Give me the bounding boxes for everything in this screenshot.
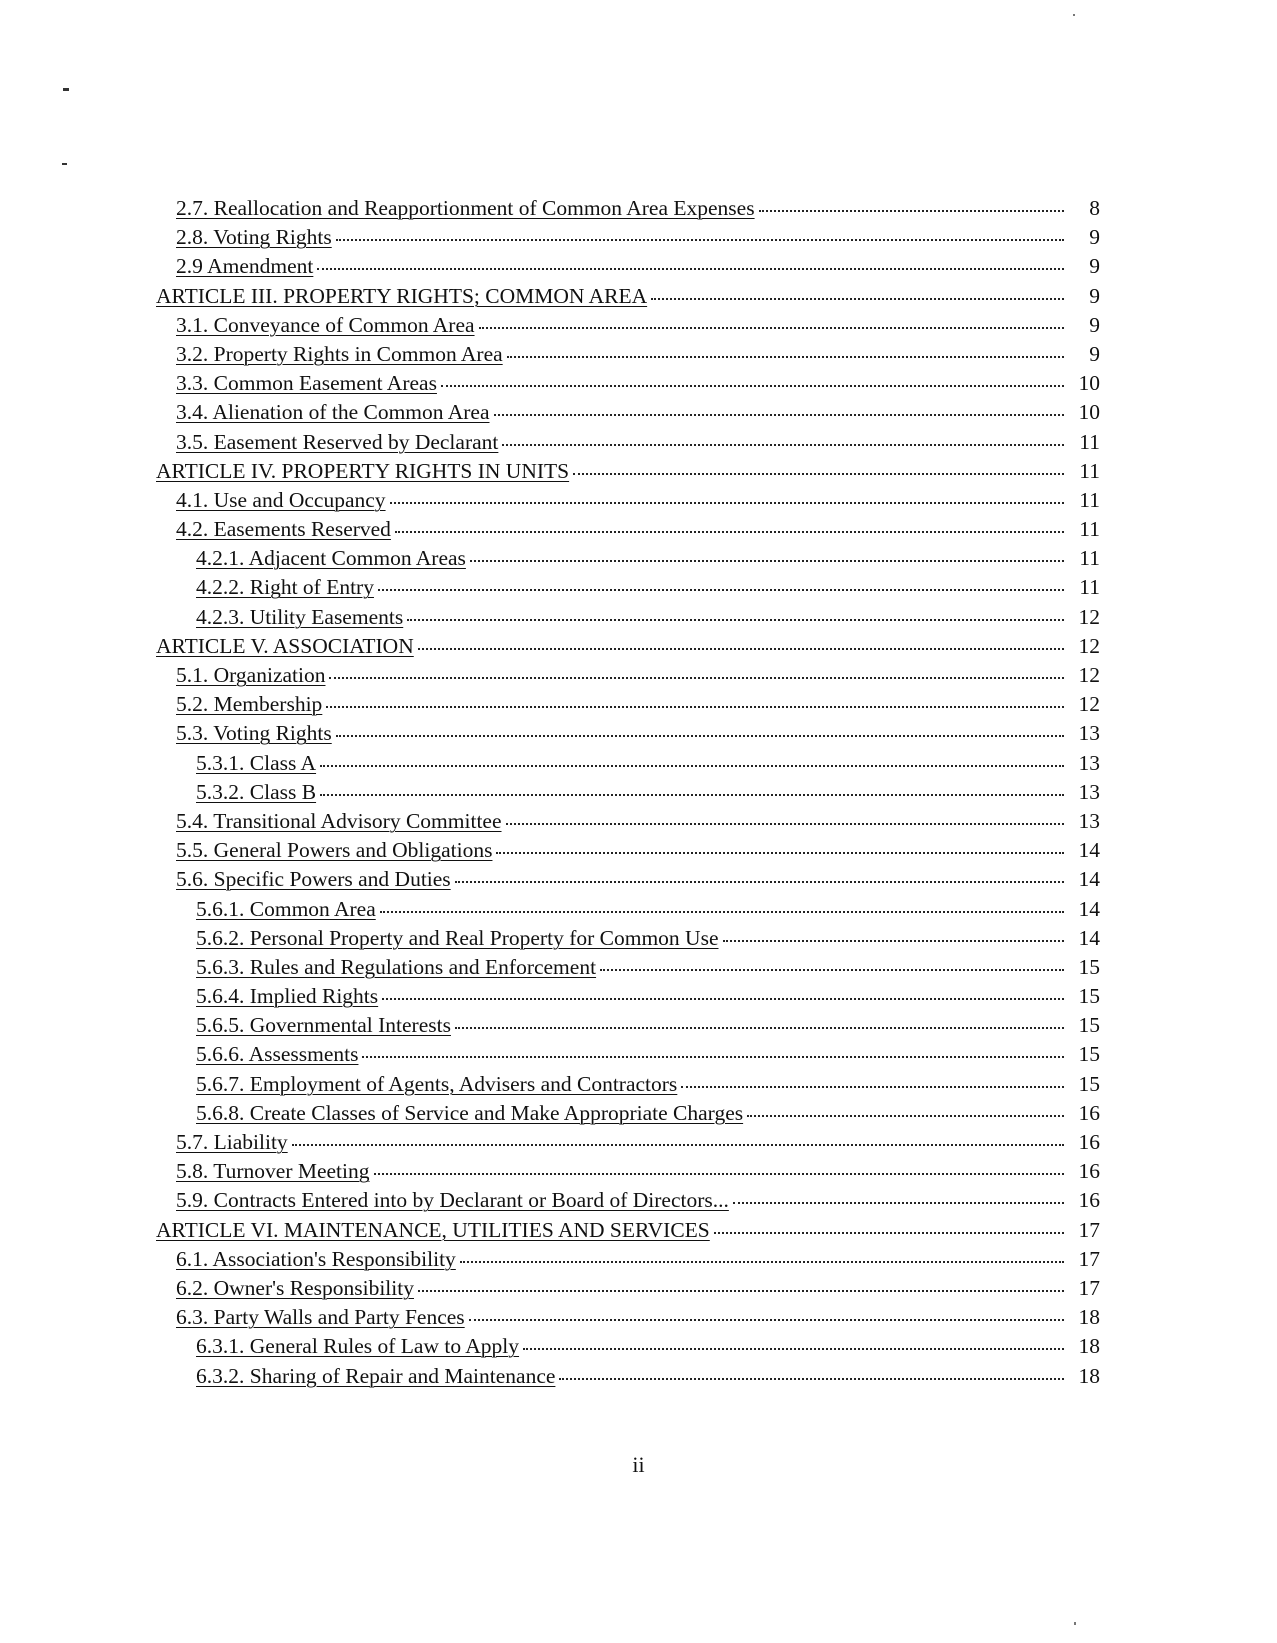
toc-entry-page: 11 [1079,546,1100,571]
toc-entry-title[interactable]: 5.6.5. Governmental Interests [196,1013,451,1038]
toc-entry-page: 17 [1078,1217,1100,1242]
toc-entry[interactable] [150,1128,1100,1157]
toc-entry[interactable] [150,632,1100,661]
scan-artifact [1073,14,1075,16]
toc-entry[interactable] [150,807,1100,836]
toc-entry-title[interactable]: 5.6.8. Create Classes of Service and Make Appropriate Charges [196,1100,744,1125]
toc-entry-title[interactable]: 2.7. Reallocation and Reapportionment of Common Area Expenses [176,196,755,220]
dot-leader [455,866,1064,886]
toc-entry-page: 18 [1078,1305,1100,1330]
toc-entry[interactable] [150,778,1100,807]
toc-entry[interactable] [150,1157,1100,1186]
toc-entry-title[interactable]: 5.6.4. Implied Rights [196,984,379,1009]
toc-entry[interactable] [150,865,1100,894]
dot-leader [378,574,1064,594]
toc-entry[interactable] [150,194,1100,223]
toc-entry-title[interactable]: 5.5. General Powers and Obligations [176,838,493,863]
toc-entry[interactable] [150,953,1100,982]
toc-entry-page: 14 [1078,925,1100,950]
dot-leader [455,1012,1064,1032]
toc-entry-title[interactable]: 5.6.1. Common Area [196,896,376,921]
toc-entry-page: 11 [1079,429,1100,454]
toc-entry-title[interactable]: 5.6.7. Employment of Agents, Advisers and Contractors [196,1071,678,1096]
dot-leader [496,837,1064,857]
toc-entry-page: 9 [1089,254,1100,279]
toc-entry-page: 17 [1078,1246,1100,1271]
dot-leader [494,399,1065,419]
toc-entry[interactable] [150,982,1100,1011]
toc-entry-page: 11 [1079,575,1100,600]
dot-leader [651,283,1064,303]
toc-entry-page: 11 [1079,487,1100,512]
toc-entry[interactable] [150,369,1100,398]
toc-entry-page: 9 [1089,312,1100,337]
dot-leader [714,1217,1064,1237]
toc-entry[interactable] [150,428,1100,457]
toc-entry-page: 18 [1078,1334,1100,1359]
toc-entry-page: 16 [1078,1100,1100,1125]
toc-entry-page: 12 [1078,633,1100,658]
dot-leader [292,1129,1064,1149]
dot-leader [336,224,1064,244]
dot-leader [723,925,1065,945]
toc-entry[interactable] [150,895,1100,924]
toc-entry[interactable] [150,252,1100,281]
toc-entry-page: 12 [1078,692,1100,717]
toc-entry-title[interactable]: 3.2. Property Rights in Common Area [176,341,503,366]
toc-entry-title[interactable]: 6.3. Party Walls and Party Fences [176,1305,465,1330]
toc-entry-title[interactable]: 5.6. Specific Powers and Duties [176,867,451,892]
dot-leader [380,896,1064,916]
toc-entry[interactable] [150,1011,1100,1040]
toc-entry-title[interactable]: 5.6.2. Personal Property and Real Property for Common Use [196,925,719,950]
dot-leader [523,1333,1064,1353]
toc-entry-page: 15 [1078,1071,1100,1096]
toc-entry-page: 13 [1078,750,1100,775]
toc-entry-title[interactable]: 6.3.1. General Rules of Law to Apply [196,1334,520,1359]
toc-entry-title[interactable]: 5.3. Voting Rights [176,721,332,746]
toc-entry[interactable] [150,719,1100,748]
toc-entry[interactable] [150,1186,1100,1215]
toc-entry-title[interactable]: 6.1. Association's Responsibility [176,1246,456,1271]
toc-entry-title[interactable]: 5.7. Liability [176,1130,288,1154]
toc-entry[interactable] [150,515,1100,544]
dot-leader [441,370,1064,390]
toc-entry-page: 14 [1078,896,1100,921]
toc-entry-title[interactable]: 5.2. Membership [176,692,323,717]
dot-leader [470,545,1064,565]
dot-leader [407,604,1064,624]
dot-leader [573,458,1064,478]
scan-artifact [63,88,69,91]
toc-entry[interactable] [150,457,1100,486]
toc-entry-title[interactable]: 5.4. Transitional Advisory Committee [176,808,502,833]
toc-entry-page: 13 [1078,779,1100,804]
toc-entry-page: 10 [1078,400,1100,425]
toc-entry[interactable] [150,1245,1100,1274]
toc-entry-title[interactable]: ARTICLE IV. PROPERTY RIGHTS IN UNITS [156,458,570,483]
dot-leader [747,1100,1064,1120]
dot-leader [507,341,1064,361]
toc-entry[interactable] [150,486,1100,515]
dot-leader [559,1363,1064,1383]
toc-entry-page: 18 [1078,1363,1100,1388]
dot-leader [329,662,1064,682]
toc-entry[interactable] [150,398,1100,427]
toc-entry-title[interactable]: 3.4. Alienation of the Common Area [176,400,490,425]
toc-entry-page: 9 [1089,283,1100,308]
toc-entry[interactable] [150,749,1100,778]
toc-entry-title[interactable]: 3.5. Easement Reserved by Declarant [176,429,499,454]
toc-entry-page: 14 [1078,838,1100,863]
toc-entry-title[interactable]: 5.6.3. Rules and Regulations and Enforcement [196,954,597,979]
toc-entry-title[interactable]: 5.9. Contracts Entered into by Declarant or Board of Directors... [176,1188,729,1213]
toc-entry[interactable] [150,1216,1100,1245]
toc-entry-page: 9 [1089,341,1100,366]
dot-leader [469,1304,1064,1324]
toc-entry[interactable] [150,1332,1100,1361]
toc-entry-page: 8 [1089,196,1100,220]
toc-entry-title[interactable]: 4.2. Easements Reserved [176,517,391,542]
dot-leader [320,779,1064,799]
toc-entry[interactable] [150,1099,1100,1128]
toc-entry-title[interactable]: 5.3.1. Class A [196,750,317,775]
dot-leader [336,720,1064,740]
toc-entry[interactable] [150,544,1100,573]
toc-entry-title[interactable]: 6.2. Owner's Responsibility [176,1275,414,1300]
toc-entry-title[interactable]: ARTICLE V. ASSOCIATION [156,633,414,658]
dot-leader [418,633,1064,653]
dot-leader [395,516,1064,536]
toc-entry-page: 16 [1078,1159,1100,1184]
toc-entry-page: 11 [1079,458,1100,483]
dot-leader [479,312,1064,332]
toc-entry-title[interactable]: 4.1. Use and Occupancy [176,487,386,512]
toc-entry[interactable] [150,836,1100,865]
dot-leader [390,487,1064,507]
toc-entry[interactable] [150,690,1100,719]
toc-entry[interactable] [150,1040,1100,1069]
dot-leader [362,1041,1064,1061]
toc-entry-page: 15 [1078,984,1100,1009]
dot-leader [506,808,1064,828]
scan-artifact [62,163,67,165]
toc-entry[interactable] [150,282,1100,311]
dot-leader [681,1071,1064,1091]
toc-entry-title[interactable]: 2.9 Amendment [176,254,314,279]
toc-entry[interactable] [150,223,1100,252]
toc-entry-title[interactable]: 4.2.2. Right of Entry [196,575,374,600]
toc-entry-page: 13 [1078,808,1100,833]
toc-entry-page: 12 [1078,604,1100,629]
toc-entry-title[interactable]: 5.3.2. Class B [196,779,317,804]
toc-entry-page: 15 [1078,1013,1100,1038]
toc-entry[interactable] [150,340,1100,369]
dot-leader [460,1246,1064,1266]
toc-entry-title[interactable]: 3.3. Common Easement Areas [176,371,437,396]
toc-entry[interactable] [150,311,1100,340]
toc-entry-page: 16 [1078,1130,1100,1154]
toc-entry-title[interactable]: 4.2.3. Utility Easements [196,604,404,629]
toc-entry-title[interactable]: 3.1. Conveyance of Common Area [176,312,475,337]
dot-leader [759,195,1064,215]
dot-leader [326,691,1064,711]
toc-entry[interactable] [150,661,1100,690]
toc-entry[interactable] [150,1303,1100,1332]
toc-entry-title[interactable]: ARTICLE VI. MAINTENANCE, UTILITIES AND SERVICES [156,1217,710,1242]
toc-entry-title[interactable]: 5.8. Turnover Meeting [176,1159,370,1184]
dot-leader [382,983,1064,1003]
toc-entry-title[interactable]: 4.2.1. Adjacent Common Areas [196,546,466,571]
toc-entry-page: 13 [1078,721,1100,746]
toc-entry-title[interactable]: ARTICLE III. PROPERTY RIGHTS; COMMON AREA [156,283,648,308]
toc-entry-page: 14 [1078,867,1100,892]
toc-entry-title[interactable]: 2.8. Voting Rights [176,225,332,250]
toc-entry-page: 16 [1078,1188,1100,1213]
toc-entry-page: 12 [1078,663,1100,687]
toc-entry-page: 11 [1079,517,1100,542]
scan-artifact [1074,1622,1076,1625]
table-of-contents [150,194,1100,1391]
dot-leader [418,1275,1064,1295]
toc-entry-page: 15 [1078,954,1100,979]
page-number: ii [632,1452,645,1477]
toc-entry-page: 15 [1078,1042,1100,1067]
toc-entry[interactable] [150,924,1100,953]
toc-entry-title[interactable]: 5.1. Organization [176,663,326,687]
dot-leader [502,429,1064,449]
toc-entry[interactable] [150,1070,1100,1099]
dot-leader [317,253,1064,273]
toc-entry[interactable] [150,1274,1100,1303]
toc-entry[interactable] [150,1362,1100,1391]
toc-entry-page: 10 [1078,371,1100,396]
toc-entry[interactable] [150,573,1100,602]
toc-entry-page: 9 [1089,225,1100,250]
dot-leader [320,750,1064,770]
dot-leader [374,1158,1065,1178]
dot-leader [733,1187,1064,1207]
toc-entry[interactable] [150,603,1100,632]
toc-entry-page: 17 [1078,1275,1100,1300]
dot-leader [600,954,1064,974]
toc-entry-title[interactable]: 6.3.2. Sharing of Repair and Maintenance [196,1363,556,1388]
toc-entry-title[interactable]: 5.6.6. Assessments [196,1042,359,1067]
